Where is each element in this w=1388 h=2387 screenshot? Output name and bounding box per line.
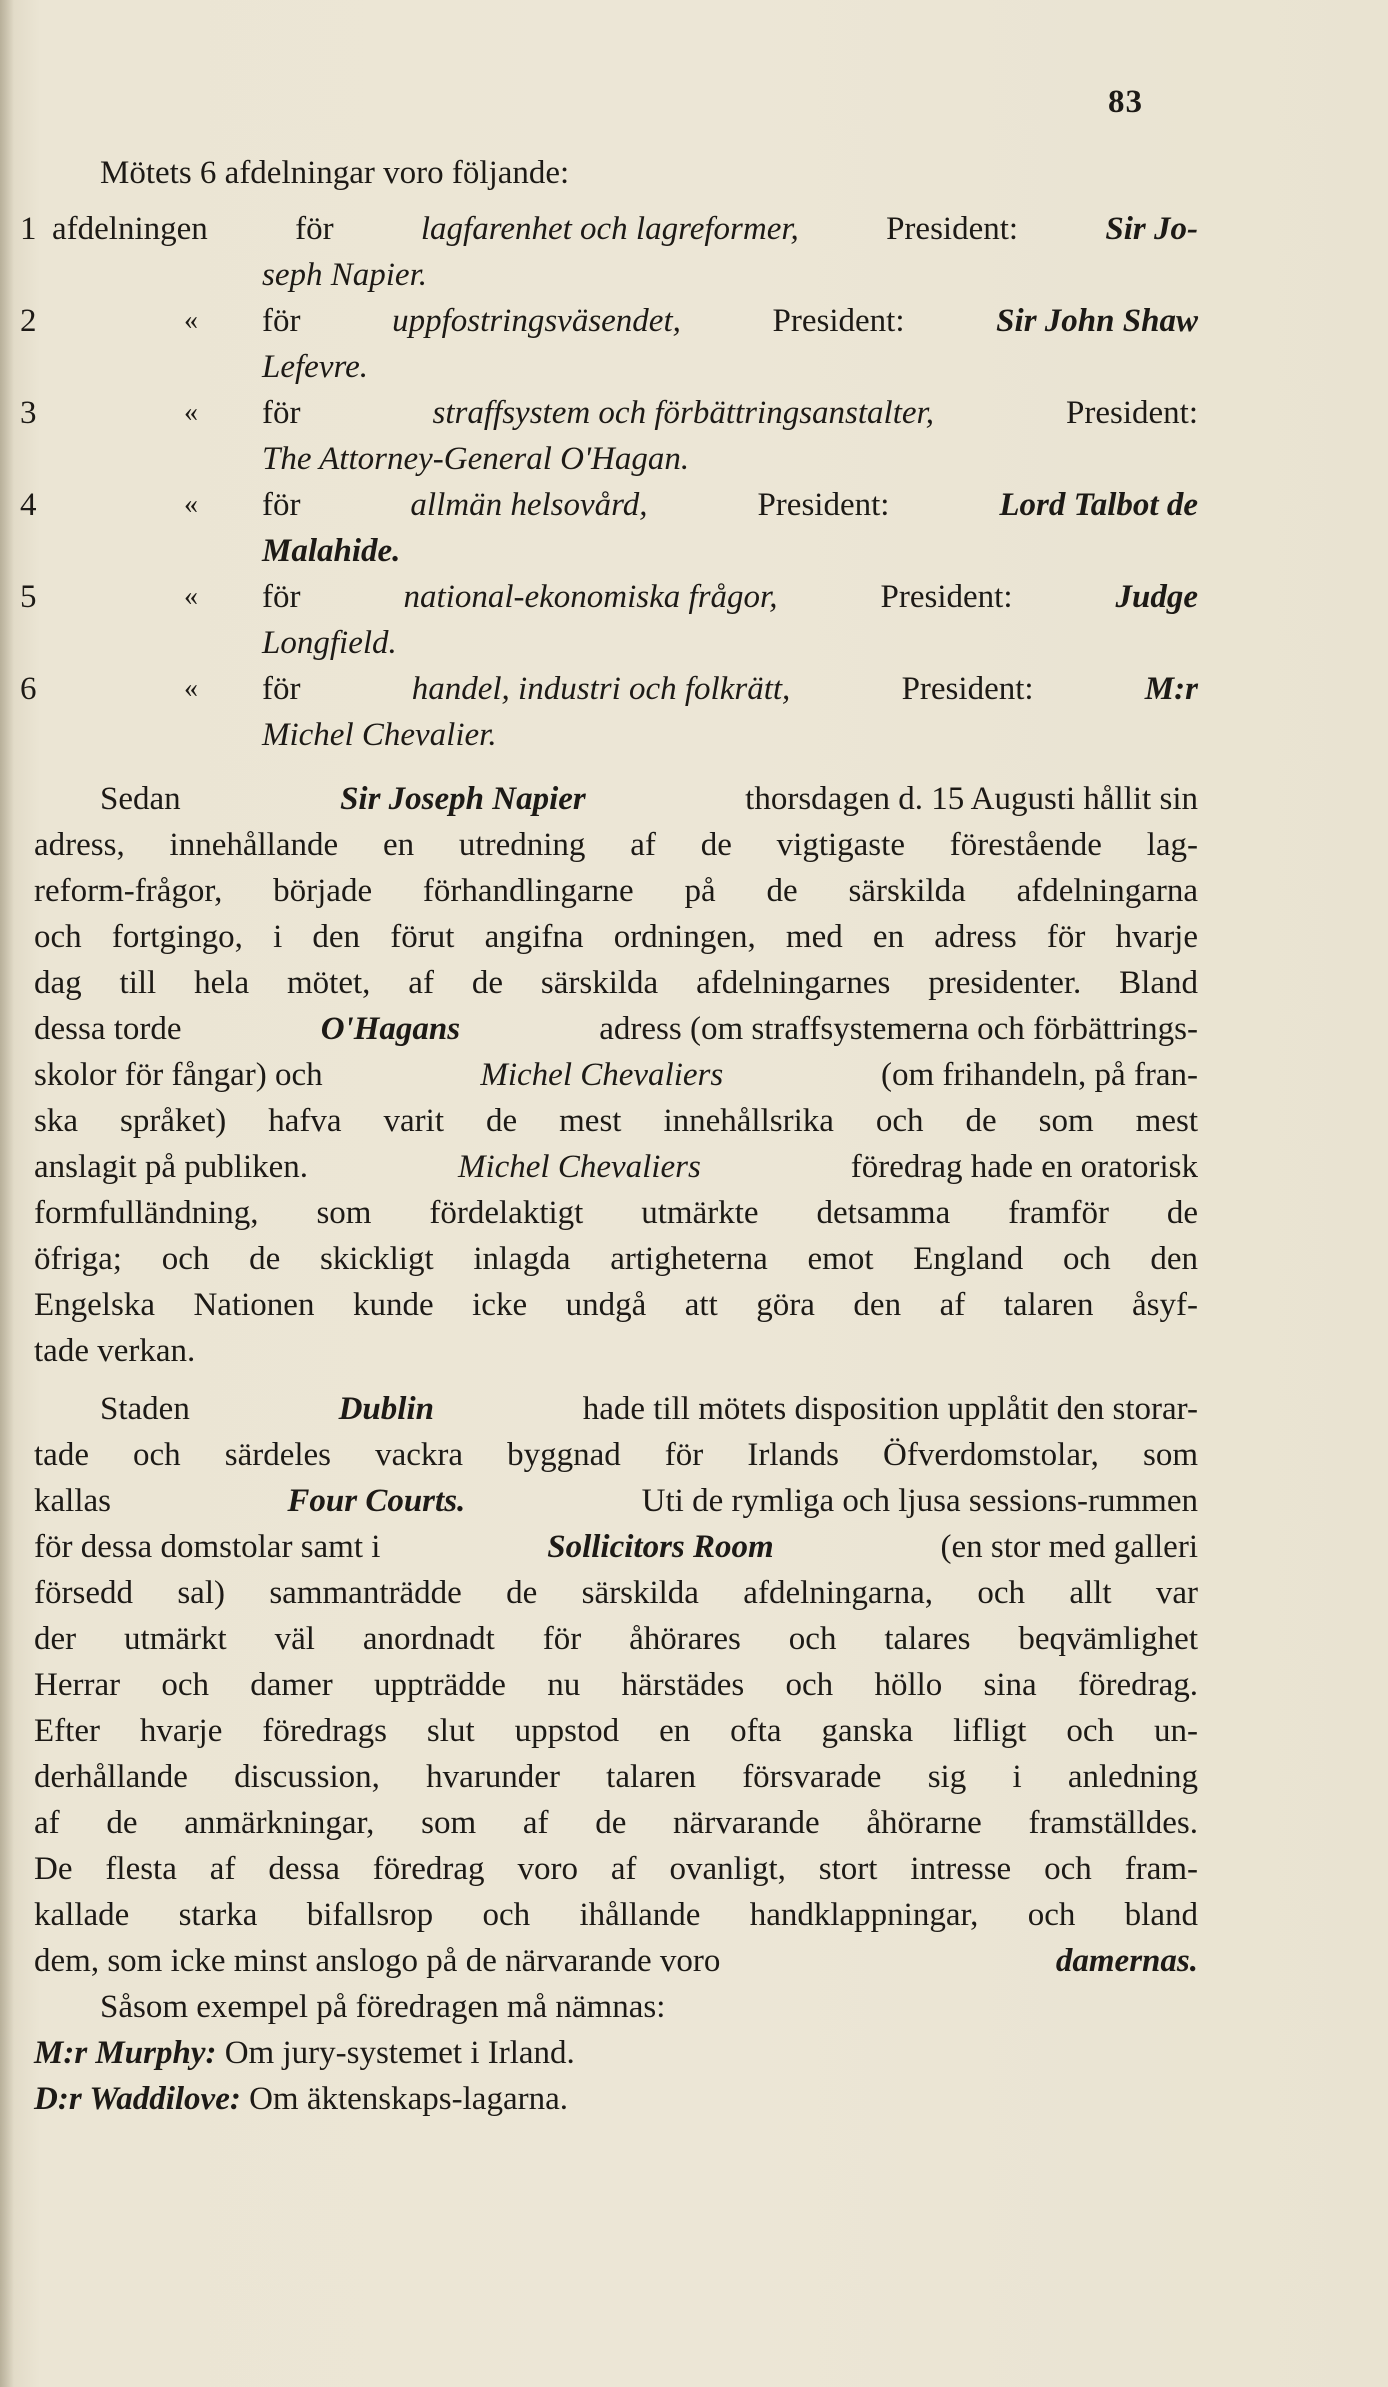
building-name: Four Courts. (287, 1483, 466, 1519)
section-name-prefix: afdelningen (52, 211, 208, 247)
paragraph-line: formfulländning, som fördelaktigt utmärkte detsamma framför de (34, 1195, 1198, 1231)
paragraph-line: derhållande discussion, hvarunder talaren försvarade sig i anledning (34, 1759, 1198, 1795)
section-topic: allmän helsovård, (410, 487, 648, 523)
section-president-label: President: (886, 211, 1019, 247)
text-span: hade till mötets disposition upplåtit den storar- (582, 1391, 1198, 1427)
text-span: dem, som icke minst anslogo på de närvarande voro (34, 1943, 721, 1979)
section-number: 2 (20, 303, 37, 339)
paragraph-line (34, 1478, 1198, 1524)
ditto-mark: « (184, 489, 198, 520)
text-span: (om frihandeln, på fran- (880, 1057, 1198, 1093)
text-span: dessa torde (34, 1011, 182, 1047)
paragraph-line: öfriga; och de skickligt inlagda artigheterna emot England och den (34, 1241, 1198, 1277)
section-president-cont: Michel Chevalier. (262, 717, 497, 753)
text-span: föredrag hade en oratorisk (850, 1149, 1198, 1185)
section-president-label: President: (901, 671, 1034, 707)
emphasis-word: damernas. (1055, 1943, 1198, 1979)
ditto-mark: « (184, 305, 198, 336)
section-president: M:r (1144, 671, 1198, 707)
paragraph-line: tade verkan. (34, 1333, 196, 1369)
section-for: för (262, 303, 301, 339)
text-span: Uti de rymliga och ljusa sessions-rummen (641, 1483, 1198, 1519)
person-name: O'Hagans (320, 1011, 461, 1047)
paragraph-line: Efter hvarje föredrags slut uppstod en ofta ganska lifligt och un- (34, 1713, 1198, 1749)
text-span: kallas (34, 1483, 111, 1519)
examples-intro: Såsom exempel på föredragen må nämnas: (100, 1989, 666, 2025)
section-entry (262, 390, 1198, 436)
page-number: 83 (1108, 84, 1143, 120)
section-president-cont: The Attorney-General O'Hagan. (262, 441, 690, 477)
text-span: adress (om straffsystemerna och förbättrings- (599, 1011, 1198, 1047)
section-entry (262, 574, 1198, 620)
section-heading: Mötets 6 afdelningar voro följande: (100, 155, 570, 191)
paragraph-line: adress, innehållande en utredning af de vigtigaste förestående lag- (34, 827, 1198, 863)
section-for: för (262, 487, 301, 523)
ditto-mark: « (184, 397, 198, 428)
ditto-mark: « (184, 581, 198, 612)
paragraph-line (100, 1386, 1198, 1432)
section-president: Judge (1115, 579, 1198, 615)
section-number: 6 (20, 671, 37, 707)
section-topic: uppfostringsväsendet, (392, 303, 681, 339)
section-entry (52, 206, 1198, 252)
section-president-cont: Malahide. (262, 533, 401, 569)
section-president-label: President: (1066, 395, 1198, 431)
section-president: Sir John Shaw (996, 303, 1198, 339)
example-item (34, 2030, 575, 2076)
section-president-cont: seph Napier. (262, 257, 427, 293)
place-name: Dublin (338, 1391, 434, 1427)
section-president-cont: Lefevre. (262, 349, 368, 385)
text-span: Staden (100, 1391, 190, 1427)
section-number: 1 (20, 211, 37, 247)
example-speaker: D:r Waddilove: (34, 2081, 241, 2117)
paragraph-line: af de anmärkningar, som af de närvarande åhörarne framställdes. (34, 1805, 1198, 1841)
section-for: för (295, 211, 334, 247)
paragraph-line (34, 1052, 1198, 1098)
ditto-mark: « (184, 673, 198, 704)
section-topic: handel, industri och folkrätt, (411, 671, 791, 707)
paragraph-line: och fortgingo, i den förut angifna ordningen, med en adress för hvarje (34, 919, 1198, 955)
example-speaker: M:r Murphy: (34, 2035, 217, 2071)
page-gutter-shadow (0, 0, 14, 2387)
text-span: thorsdagen d. 15 Augusti hållit sin (745, 781, 1198, 817)
paragraph-line: De flesta af dessa föredrag voro af ovanligt, stort intresse och fram- (34, 1851, 1198, 1887)
paragraph-line (100, 776, 1198, 822)
paragraph-line (34, 1144, 1198, 1190)
person-name: Sir Joseph Napier (340, 781, 586, 817)
paragraph-line: reform-frågor, började förhandlingarne på de särskilda afdelningarna (34, 873, 1198, 909)
text-span: Sedan (100, 781, 181, 817)
paragraph-line: der utmärkt väl anordnadt för åhörares och talares beqvämlighet (34, 1621, 1198, 1657)
paragraph-line (34, 1006, 1198, 1052)
section-entry (262, 666, 1198, 712)
paragraph-line: ska språket) hafva varit de mest innehållsrika och de som mest (34, 1103, 1198, 1139)
section-president-label: President: (757, 487, 890, 523)
section-for: för (262, 395, 301, 431)
section-topic: national-ekonomiska frågor, (403, 579, 778, 615)
section-president: Lord Talbot de (999, 487, 1198, 523)
paragraph-line (34, 1938, 1198, 1984)
paragraph-line: Engelska Nationen kunde icke undgå att göra den af talaren åsyf- (34, 1287, 1198, 1323)
person-name: Michel Chevaliers (480, 1057, 724, 1093)
section-topic: straffsystem och förbättringsanstalter, (432, 395, 934, 431)
example-title: Om äktenskaps-lagarna. (249, 2081, 568, 2117)
text-span: för dessa domstolar samt i (34, 1529, 381, 1565)
section-president-label: President: (880, 579, 1013, 615)
example-item (34, 2076, 568, 2122)
paragraph-line: tade och särdeles vackra byggnad för Irlands Öfverdomstolar, som (34, 1437, 1198, 1473)
text-span: skolor för fångar) och (34, 1057, 323, 1093)
section-number: 5 (20, 579, 37, 615)
text-span: (en stor med galleri (940, 1529, 1198, 1565)
room-name: Sollicitors Room (547, 1529, 774, 1565)
section-for: för (262, 671, 301, 707)
section-president-label: President: (772, 303, 905, 339)
text-span: anslagit på publiken. (34, 1149, 309, 1185)
paragraph-line: försedd sal) sammanträdde de särskilda afdelningarna, och allt var (34, 1575, 1198, 1611)
paragraph-line (34, 1524, 1198, 1570)
person-name: Michel Chevaliers (457, 1149, 701, 1185)
section-entry (262, 482, 1198, 528)
section-entry (262, 298, 1198, 344)
section-president-cont: Longfield. (262, 625, 397, 661)
paragraph-line: kallade starka bifallsrop och ihållande handklappningar, och bland (34, 1897, 1198, 1933)
section-for: för (262, 579, 301, 615)
example-title: Om jury-systemet i Irland. (224, 2035, 575, 2071)
section-topic: lagfarenhet och lagreformer, (420, 211, 799, 247)
section-president: Sir Jo- (1105, 211, 1198, 247)
section-number: 4 (20, 487, 37, 523)
paragraph-line: Herrar och damer uppträdde nu härstädes och höllo sina föredrag. (34, 1667, 1198, 1703)
paragraph-line: dag till hela mötet, af de särskilda afdelningarnes presidenter. Bland (34, 965, 1198, 1001)
section-number: 3 (20, 395, 37, 431)
